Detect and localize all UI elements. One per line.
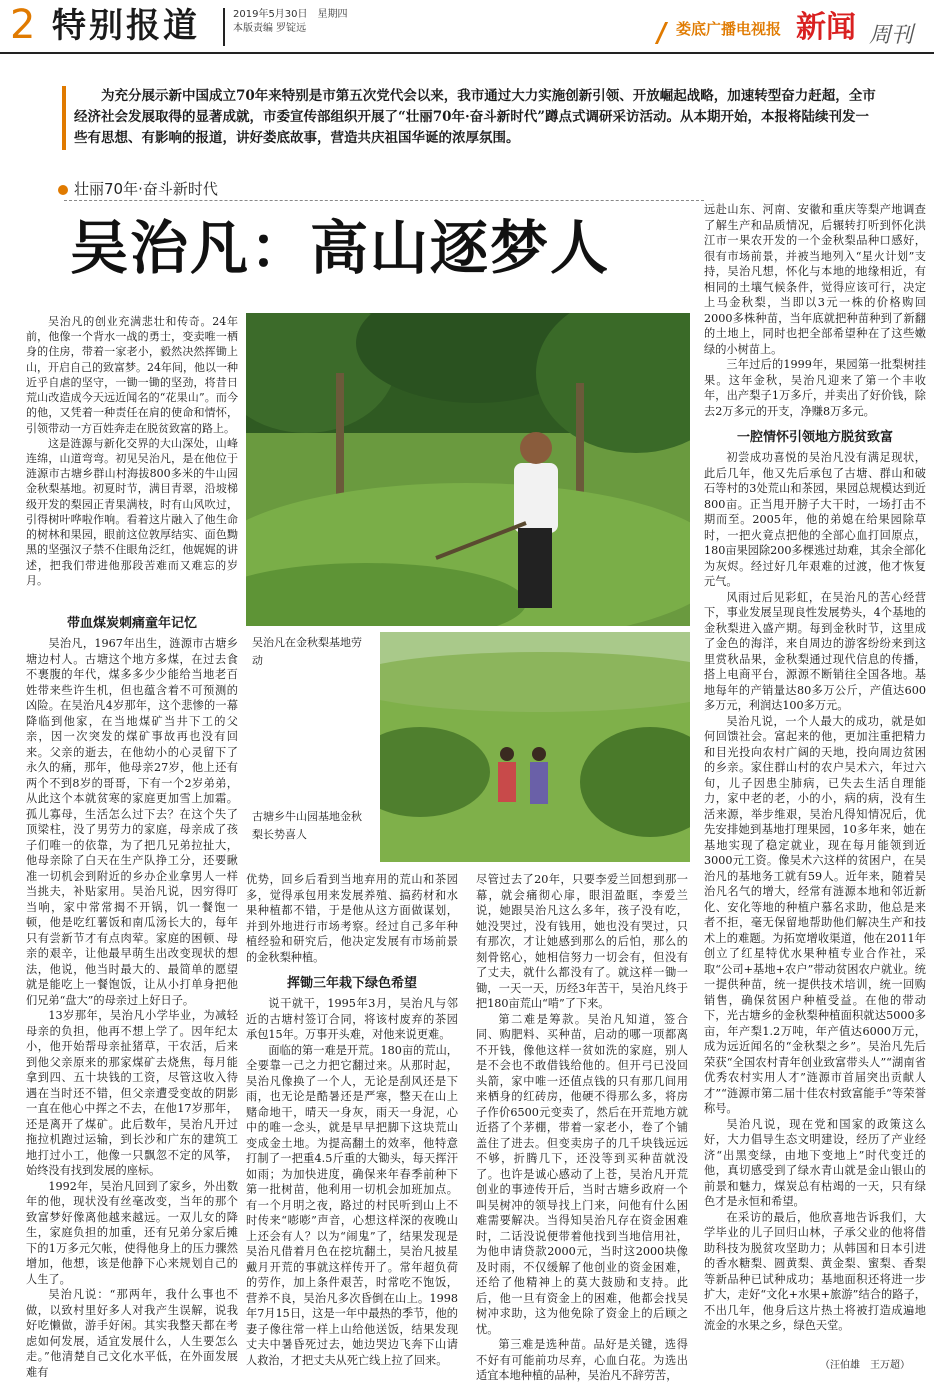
paragraph: 说干就干，1995年3月，吴治凡与邻近的古塘村签订合同，将该村废弃的茶园承包15年。万事开头难，对他来说更难。 [246, 997, 458, 1041]
issue-date: 2019年5月30日 星期四 [233, 9, 348, 20]
paragraph: 1992年，吴治凡回到了家乡，外出数年的他，现状没有丝毫改变，当年的那个致富梦好像离他越来越远。一双儿女的降生，家庭负担的加重，还有兄弟分家后摊下的1万多元欠帐，使得他身上的压力骤然增加，他想，该是他静下心来规划自己的人生了。 [26, 1179, 238, 1286]
paragraph: 初尝成功喜悦的吴治凡没有满足现状，此后几年，他又先后承包了古塘、群山和破石等村的3处荒山和茶园，果园总规模达到近800亩。正当甩开膀子大干时，一场打击不期而至。2005年，他的弟媳在给果园除草时，一把火竟点把他的全部心血打回原点，180亩果园除200多棵逃过劫难，其余全部化为灰烬。经过好几年艰难的过渡，他才恢复元气。 [704, 451, 926, 588]
intro-paragraph: 为充分展示新中国成立70年来特别是市第五次党代会以来，我市通过大力实施创新引领、开放崛起战略，加速转型奋力赶超，全市经济社会发展取得的显著成就，市委宣传部组织开展了“壮丽70年·奋斗新时代”蹲点式调研采访活动。从本期开始，本报将陆续刊发一些有思想、有影响的报道，讲好娄底故事，营造共庆祖国华诞的浓厚氛围。 [74, 88, 876, 146]
header-divider [223, 8, 225, 46]
paragraph: 第二难是筹款。吴治凡知道，签合同、购肥料、买种苗，启动的哪一项都离不开钱，像他这样一贫如洗的家庭，别人是不会也不敢借钱给他的。但开弓已没回头箭，家中唯一还值点钱的只有那几间用来栖身的红砖房，他硬不得那么多，将房子作价6500元变卖了，然后在开荒地方就近搭了个茅棚，带着一家老小，卷了个铺盖住了进去。但变卖房子的几千块钱远远不够，折腾几下，还没等到买种苗就没了。也许是诚心感动了上苍，吴治凡开荒创业的事迹传开后，当时古塘乡政府一个叫吴树冲的领导找上门来，问他有什么困难需要解决。当得知吴治凡存在资金困难时，二话没说便带着他找到当地信用社，为他申请贷款2000元，当时这2000块像及时雨，不仅缓解了他创业的资金困难，还给了他精神上的莫大鼓励和支持。此后，他一旦有资金上的困难，他都会找吴树冲求助，这为他免除了资金上的后顾之忧。 [476, 1012, 688, 1336]
page-editor: 本版责编 罗锭远 [233, 23, 307, 34]
page-number: 2 [10, 2, 36, 48]
paragraph: 优势，回乡后看到当地弃用的荒山和茶园多，觉得承包用来发展养殖、搞药材和水果种植都不错，于是他从这方面做谋划，并到外地进行市场考察。经过自己多年种植经验和研究后，他决定发展有市场前景的金秋梨种植。 [246, 873, 458, 964]
paragraph: 13岁那年，吴治凡小学毕业，为减轻母亲的负担，他再不想上学了。因年纪太小，他开始帮母亲扯猪草，干农活，后来到他父亲原来的那家煤矿去烧焦，每月能拿到四、五十块钱的工资，尽管这收入待遇在当时还不错，但父亲遭受变故的阴影一直在他心中挥之不去，在他17岁那年，还是离开了煤矿。此后数年，吴治凡开过拖拉机跑过运输，到长沙和广东的建筑工地打过小工，他像一只飘忽不定的风筝，始终没有找到发展的座标。 [26, 1009, 238, 1177]
headline: 吴治凡：高山逐梦人 [70, 214, 611, 282]
column-4-part-b [704, 450, 926, 1334]
paragraph: 这是涟源与新化交界的大山深处，山峰连绵，山道弯弯。初见吴治凡，是在他位于涟源市古塘乡群山村海拔800多米的牛山园金秋梨基地。初夏时节，满目青翠，沿坡梯级开发的梨园正青果满枝，时有山风吹过，引得树叶哗啦作响。看着这片融入了他生命的树林和果园，眼前这位敦厚结实、面色黝黑的坚强汉子禁不住眼角泛红，他娓娓的讲述，把我们带进他那段苦难而又难忘的岁月。 [26, 436, 238, 587]
paragraph: 吴治凡说，一个人最大的成功，就是如何回馈社会。富起来的他，更加注重把精力和目光投向农村广阔的天地，投向周边贫困的乡亲。家住群山村的农户吴术六，年过六旬，儿子因患尘肺病，已失去生活自理能力，家中老的老，小的小，病的病，没有生活来源，举步维艰，吴治凡得知情况后，优先安排她到基地打理果园，10多年来，她在基地实现了稳定就业，现在每月能领到近3000元工资。像吴术六这样的贫困户，在吴治凡的基地务工就有59人。近年来，随着吴治凡名气的增大，经常有涟源本地和邻近新化、安化等地的种植户慕名求助，他总是来者不拒，毫无保留地帮助他们解决生产和技术上的难题。为拓宽增收渠道，他在2011年创立了红星特优水果种植专业合作社，采取“公司+基地+农户”带动贫困农户就业。统一提供种苗，统一提供技术培训，统一回购销售，确保贫困户种植受益。在他的带动下，光古塘乡的金秋梨种植面积就达5000多亩，年产梨1.2万吨，年产值达6000万元，成为远近闻名的“金秋梨之乡”。吴治凡先后荣获“全国农村青年创业致富带头人”“湖南省优秀农村实用人才”涟源市首届突出贡献人才”“涟源市第二届十佳农村致富能手”等荣誉称号。 [704, 714, 926, 1115]
brand-slash-icon [655, 22, 678, 44]
kicker [58, 178, 218, 199]
photo1-caption: 吴治凡在金秋梨基地劳动 [252, 636, 362, 667]
kicker-divider [64, 200, 704, 201]
column-4-part-a [704, 202, 926, 419]
paragraph: 吴治凡，1967年出生，涟源市古塘乡塘边村人。古塘这个地方多煤，在过去食不裹腹的年代，煤多多少少能给当地老百姓带来些许生机，但也蕴含着不可预测的凶险。在吴治凡4岁那年，这个悲惨的一幕降临到他家，在当地煤矿当井下工的父亲，因一次突发的煤矿事故再也没有回来。父亲的逝去，在他幼小的心灵留下了永久的痛，那年，他母亲27岁，他上还有两个不到8岁的哥哥，下有一个2岁弟弟，从此这个本就贫寒的家庭更加雪上加霜。孤儿寡母，生活怎么过下去？在这个失了顶梁柱，没了男劳力的家庭，母亲成了孩子们唯一的依靠，为了把几兄弟拉扯大，他母亲除了白天在生产队挣工分，还要瞅准一切机会到附近的乡办企业拿男人一样当挑夫，补贴家用。吴治凡说，因穷得叮当响，家中常常揭不开锅，饥一餐饱一顿，他是吃红薯饭和南瓜汤长大的，每年只有尝新节才有点肉荤。家庭的困顿、母亲的艰辛，让他最早萌生出改变现状的想法，他说，他当时最大的、最简单的愿望就是能吃上一餐饱饭，让从小打单身把他们兄弟“盘大”的母亲过上好日子。 [26, 637, 238, 1007]
photo-pear-orchard [380, 632, 690, 862]
column-1-part-b [26, 636, 238, 1380]
paragraph: 吴治凡的创业充满悲壮和传奇。24年前，他像一个背水一战的勇士，变卖唯一栖身的住房，带着一家老小，毅然决然挥锄上山，开启自己的致富梦。24年间，他以一种近乎自虐的坚守，一锄一锄的坚劲，将昔日荒山改造成今天远近闻名的“花果山”。而今的他，又凭着一种责任在肩的使命和情怀，引领带动一方百姓奔走在脱贫致富的路上。 [26, 315, 238, 435]
kicker-text: 壮丽70年·奋斗新时代 [74, 180, 218, 198]
photo-farmer-hoeing [246, 313, 690, 626]
subhead-1: 带血煤炭刺痛童年记忆 [66, 616, 197, 631]
paragraph: 尽管过去了20年，只要李爱兰回想到那一幕，就会痛彻心扉，眼泪盈眶，李爱兰说，她跟吴治凡这么多年，孩子没有吃，她没哭过，没有钱用，她也没有哭过，只有那次，才让她感到那么的后怕，那么的刻骨铭心，她相信努力一切会有，但没有了丈夫，就什么都没有了。就这样一锄一锄，一天一天，历经3年苦干，吴治凡终于把180亩荒山“啃”了下来。 [476, 873, 688, 1010]
brand-news: 新闻 [796, 10, 856, 45]
brand-name: 娄底广播电视报 [676, 20, 782, 38]
photo2-caption: 古塘乡牛山园基地金秋梨长势喜人 [252, 810, 362, 841]
paragraph: 第三难是选种苗。品好是关键，选得不好有可能前功尽弃，心血白花。为选出适宜本地种植的品种，吴治凡不辞劳苦， [476, 1338, 688, 1382]
paragraph: 面临的第一难是开荒。180亩的荒山，全要靠一己之力把它翻过来。从那时起，吴治凡像换了一个人，无论是刮风还是下雨，也无论是酷暑还是严寒，整天在山上赌命地干，晴天一身灰，雨天一身泥，心中的唯一念头，就是早早把脚下这块荒山变成金土地。为提高翻土的效率，他特意打制了一把重4.5斤重的大锄头，每天挥汗如雨；为加快进度，确保来年春季前种下第一批树苗，他利用一切机会加班加点。有一个月明之夜，路过的村民听到山上不时传来“嘭嘭”声音，心想这样深的夜晚山上还会有人？以为“闹鬼”了，结果发现是吴治凡借着月色在挖坑翻土，吴治凡披星戴月开荒的事就这样传开了。常年超负荷的劳作，加上条件艰苦，时常吃不饱饭，营养不良，吴治凡多次昏倒在山上。1998年7月15日，这是一年中最热的季节，他的妻子像往常一样上山给他送饭，结果发现丈夫中暑昏死过去，她边哭边飞奔下山请人救治，才把丈夫从死亡线上拉了回来。 [246, 1043, 458, 1367]
column-2-part-b [246, 996, 458, 1368]
paragraph: 在采访的最后，他欣喜地告诉我们，大学毕业的儿子回归山林，子承父业的他将借助科技为脱贫攻坚助力；从韩国和日本引进的香水糖梨、圆黄梨、黄金梨、蜜梨、香梨等新品种已试种成功；基地面积还将进一步扩大，走好“文化+水果+旅游”结合的路子，不出几年，他身后这片热土将被打造成遍地流金的水果之乡，绿色天堂。 [704, 1210, 926, 1332]
brand-weekly: 周刊 [869, 23, 914, 48]
column-1-part-a [26, 314, 238, 588]
paragraph: 风雨过后见彩虹，在吴治凡的苦心经营下，事业发展呈现良性发展势头，4个基地的金秋梨进入盛产期。每到金秋时节，这里成了金色的海洋，来自周边的游客纷纷来到这里赏秋品果，金秋梨通过现代信息的传播，搭上电商平台，源源不断销往全国各地。基地每年的产销量达80多万公斤，产值达600多万元，利润达100多万元。 [704, 590, 926, 712]
kicker-dot-icon [58, 185, 68, 195]
column-3 [476, 872, 688, 1384]
paragraph: 三年过后的1999年，果园第一批梨树挂果。这年金秋，吴治凡迎来了第一个丰收年，出产梨子1万多斤，并卖出了好价钱，除去2万多元的开支，净赚8万多元。 [704, 358, 926, 418]
paragraph: 吴治凡说，现在党和国家的政策这么好，大力倡导生态文明建设，经历了产业经济“出黑变绿，由地下变地上”时代变迁的他，真切感受到了绿水青山就是金山银山的前景和魅力，煤炭总有枯竭的一天，只有绿色才是永恒和希望。 [704, 1117, 926, 1208]
paragraph: 吴治凡说：“那两年，我什么事也不做，以致村里好多人对我产生误解，说我好吃懒做，游手好闲。其实我整天都在考虑如何发展，适宜发展什么，人生要怎么走。”他清楚自己文化水平低，在外面发展难有 [26, 1288, 238, 1379]
header-meta [233, 8, 348, 36]
intro-accent-bar [62, 86, 66, 150]
paragraph: 远赴山东、河南、安徽和重庆等梨产地调查了解生产和品质情况，后辗转打听到怀化洪江市一果农开发的一个金秋梨品种口感好，很有市场前景，并被当地列入“星火计划”支持，吴治凡想，怀化与本地的地缘相近，有相同的土壤气候条件，觉得应该可行，决定上马金秋梨，当即以3元一株的价格购回2000多株种苗，当年底就把种苗种到了新翻的土地上，同时也把全部希望种在了这些嫩绿的小树苗上。 [704, 203, 926, 356]
subhead-3: 一腔情怀引领地方脱贫致富 [736, 430, 893, 445]
byline: （汪伯雄 王万超） [820, 1360, 910, 1371]
subhead-2: 挥锄三年栽下绿色希望 [286, 976, 417, 991]
column-2-part-a [246, 872, 458, 965]
header-rule [0, 52, 934, 54]
section-title: 特别报道 [52, 6, 200, 46]
